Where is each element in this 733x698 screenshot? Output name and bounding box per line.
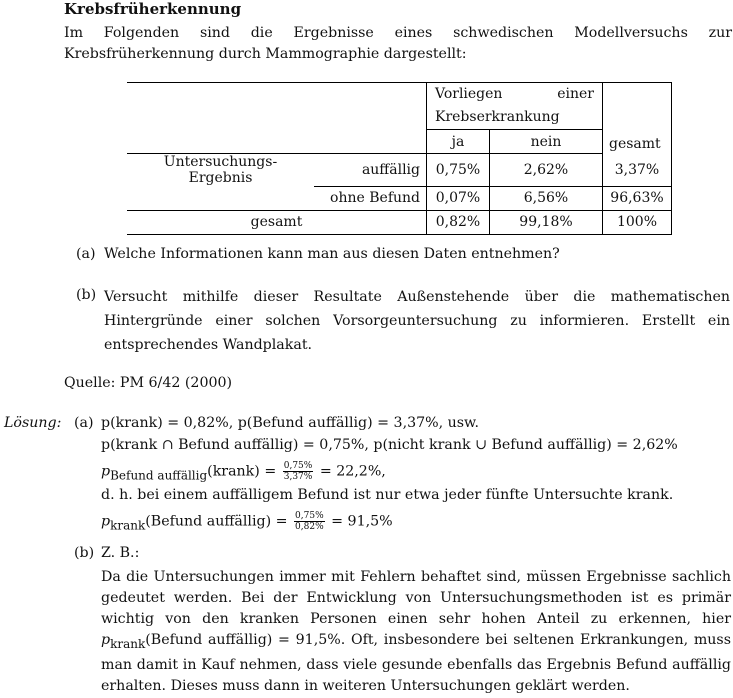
- solution-b-intro: Z. B.:: [101, 545, 140, 561]
- question-b-text: Versucht mithilfe dieser Resultate Außenstehende über die mathematischen Hintergründe einer solchen Vorsorgeuntersuchung zu informieren. Erstellt ein entsprechendes Wandplakat.: [104, 289, 730, 353]
- solution-a-line2: p(krank ∩ Befund auffällig) = 0,75%, p(nicht krank ∪ Befund auffällig) = 2,62%: [101, 437, 678, 453]
- cell-total-gesamt: 100%: [603, 210, 672, 234]
- solution-b-label: (b): [74, 545, 95, 561]
- results-table: [127, 82, 672, 235]
- table-corner: [127, 83, 314, 130]
- col-header-nein: nein: [490, 130, 603, 154]
- question-b-label: (b): [76, 287, 97, 303]
- solution-a-line1: p(krank) = 0,82%, p(Befund auffällig) = 3,37%, usw.: [101, 415, 480, 431]
- row-label-auffaellig: auffällig: [314, 154, 427, 187]
- solution-b-text: Da die Untersuchungen immer mit Fehlern behaftet sind, müssen Ergebnisse sachlich gedeutet werden. Bei der Entwicklung von Untersuchungsmethoden ist es primär wichtig von den kranken Personen einen sehr hohen Anteil zu erkennen, hier $p_{krank}(Befund$ auffällig) = 91,5%. Oft, insbesondere bei seltenen Erkrankungen, muss man damit in Kauf nehmen, dass viele gesunde ebenfalls das Ergebnis Befund auffällig erhalten. Dieses muss dann in weiteren Untersuchungen geklärt werden.: [101, 569, 731, 694]
- table-corner-2: [314, 83, 427, 130]
- source-line: Quelle: PM 6/42 (2000): [64, 375, 233, 391]
- question-a-text: Welche Informationen kann man aus diesen Daten entnehmen?: [104, 246, 560, 262]
- col-header-gesamt: gesamt: [603, 83, 672, 154]
- solution-a-line5: $p_{krank}(Befund$ auffällig) = $\frac{0,75\%}{0,82\%}$ = 91,5%: [101, 511, 393, 533]
- solution-a-label: (a): [74, 415, 94, 431]
- cell-r1-ja: 0,75%: [427, 154, 490, 187]
- intro-text: Im Folgenden sind die Ergebnisse eines schwedischen Modellversuchs zur Krebsfrüherkennung durch Mammographie dargestellt:: [64, 25, 732, 62]
- table-spacer-2: [314, 130, 427, 154]
- question-a-label: (a): [76, 246, 96, 262]
- row-label-gesamt: gesamt: [127, 210, 427, 234]
- row-group-label: Untersuchungs-Ergebnis: [163, 154, 278, 186]
- solution-label: Lösung:: [4, 415, 62, 431]
- fraction-2: $\frac{0,75\%}{0,82\%}$: [295, 511, 324, 532]
- cell-r2-nein: 6,56%: [490, 186, 603, 210]
- cell-r2-gesamt: 96,63%: [603, 186, 672, 210]
- cell-r1-gesamt: 3,37%: [603, 154, 672, 187]
- cell-total-nein: 99,18%: [490, 210, 603, 234]
- table-spacer: [127, 130, 314, 154]
- solution-a-line4: d. h. bei einem auffälligem Befund ist nur etwa jeder fünfte Untersuchte krank.: [101, 487, 674, 503]
- cell-r1-nein: 2,62%: [490, 154, 603, 187]
- cell-r2-ja: 0,07%: [427, 186, 490, 210]
- solution-a-line3: $p_{Befund auffällig}(krank)$ = $\frac{0,75\%}{3,37\%}$ = 22,2%,: [101, 461, 386, 483]
- cell-total-ja: 0,82%: [427, 210, 490, 234]
- row-label-ohne-befund: ohne Befund: [314, 186, 427, 210]
- fraction-1: $\frac{0,75\%}{3,37\%}$: [283, 461, 313, 482]
- table-header-group: Vorliegen einer Krebserkrankung: [427, 83, 603, 130]
- row-group-empty: [127, 186, 314, 210]
- page-title: Krebsfrüherkennung: [64, 0, 242, 18]
- col-header-ja: ja: [427, 130, 490, 154]
